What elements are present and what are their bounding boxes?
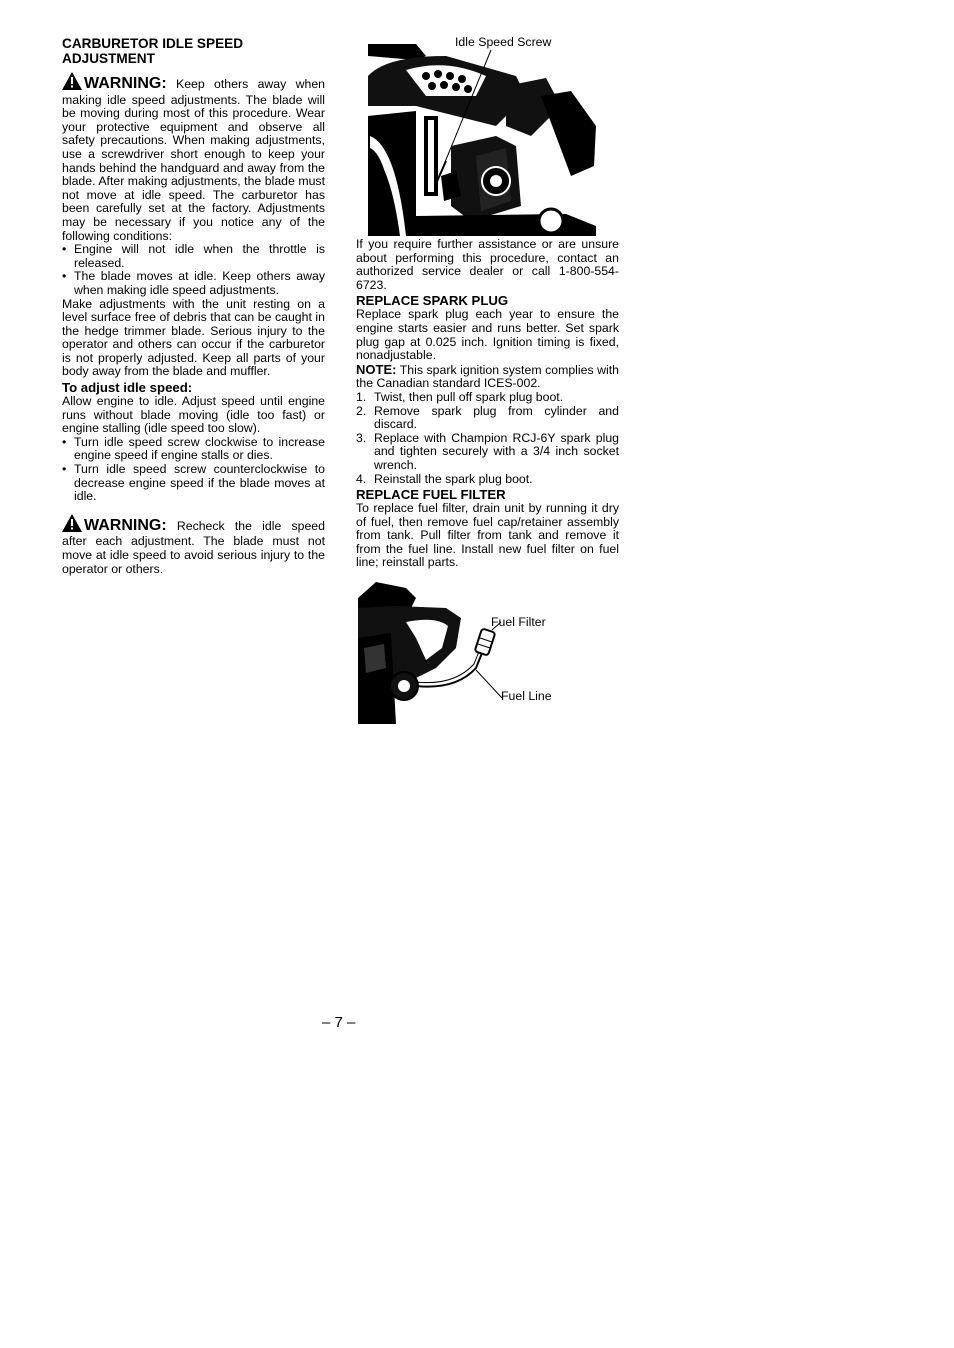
section-heading-spark-plug: REPLACE SPARK PLUG [356, 293, 509, 309]
warning-triangle-icon [62, 514, 82, 536]
paragraph-assistance: If you require further assistance or are unsure about performing this procedure, contact an authorized service dealer or call 1-800-554-6723. [356, 237, 619, 292]
carburetor-illustration [356, 36, 619, 236]
label-fuel-filter: Fuel Filter [491, 615, 546, 630]
warning-label: WARNING: [84, 75, 167, 92]
subheading-adjust-idle: To adjust idle speed: [62, 380, 193, 396]
list-item: • Turn idle speed screw counterclockwise to decrease engine speed if the blade moves at idle. [62, 462, 325, 504]
label-fuel-line: Fuel Line [501, 689, 552, 704]
list-item: • The blade moves at idle. Keep others away when making idle speed adjustments. [62, 269, 325, 297]
list-item: 2. Remove spark plug from cylinder and discard. [356, 403, 619, 432]
figure-fuel-filter [356, 578, 619, 724]
idle-steps-list [62, 436, 325, 504]
paragraph-fuel-filter: To replace fuel filter, drain unit by running it dry of fuel, then remove fuel cap/retainer assembly from tank. Pull filter from tank and remove it from the fuel line. Install new fuel filter on fuel line; reinstall parts. [356, 501, 619, 570]
list-item: 3. Replace with Champion RCJ-6Y spark plug and tighten securely with a 3/4 inch socket wrench. [356, 430, 619, 472]
right-column [356, 36, 619, 724]
list-item: • Turn idle speed screw clockwise to increase engine speed if engine stalls or dies. [62, 434, 325, 463]
paragraph-allow-idle: Allow engine to idle. Adjust speed until engine runs without blade moving (idle too fast) or engine stalling (idle speed too slow). [62, 394, 325, 436]
spark-steps-list [356, 391, 619, 486]
section-heading-fuel-filter: REPLACE FUEL FILTER [356, 487, 506, 503]
list-item: 4. Reinstall the spark plug boot. [356, 471, 533, 486]
warning-text: Recheck the idle speed after each adjustment. The blade must not move at idle speed to avoid serious injury to the operator or others. [62, 518, 325, 576]
list-item: 1. Twist, then pull off spark plug boot. [356, 389, 564, 404]
warning-text: Keep others away when making idle speed adjustments. The blade will be moving during most of this procedure. Wear your protective equipment and observe all safety precautions. When making adjustments, use a screwdriver short enough to keep your hands behind the handguard and away from the blade. After making adjustments, the blade must not move at idle speed. The carburetor has been carefully set at the factory. Adjustments may be necessary if you notice any of the following conditions: [62, 77, 326, 243]
warning-paragraph-2 [62, 514, 325, 576]
paragraph-make-adjustments: Make adjustments with the unit resting on a level surface free of debris that can be caught in the hedge trimmer blade. Serious injury to the operator and others can occur if the carburetor is not properly adjusted. Keep all parts of your body away from the blade and muffler. [62, 296, 325, 379]
warning-triangle-icon [62, 72, 82, 94]
note-paragraph [356, 363, 619, 391]
section-heading-carburetor: CARBURETOR IDLE SPEED ADJUSTMENT [62, 36, 244, 66]
note-label: NOTE: [356, 361, 397, 377]
page-number: – 7 – [322, 1014, 356, 1031]
fuel-filter-illustration [356, 578, 619, 724]
list-item: • Engine will not idle when the throttle is released. [62, 242, 325, 270]
conditions-list [62, 243, 325, 297]
warning-paragraph-1 [62, 72, 325, 243]
left-column [62, 36, 325, 576]
note-text: This spark ignition system complies with the Canadian standard ICES-002. [356, 362, 619, 391]
figure-idle-speed-screw [356, 36, 619, 236]
paragraph-spark-plug: Replace spark plug each year to ensure the engine starts easier and runs better. Set spark plug gap at 0.025 inch. Ignition timing is fixed, nonadjustable. [356, 307, 619, 363]
warning-label: WARNING: [84, 516, 167, 534]
label-idle-speed-screw: Idle Speed Screw [455, 35, 552, 49]
